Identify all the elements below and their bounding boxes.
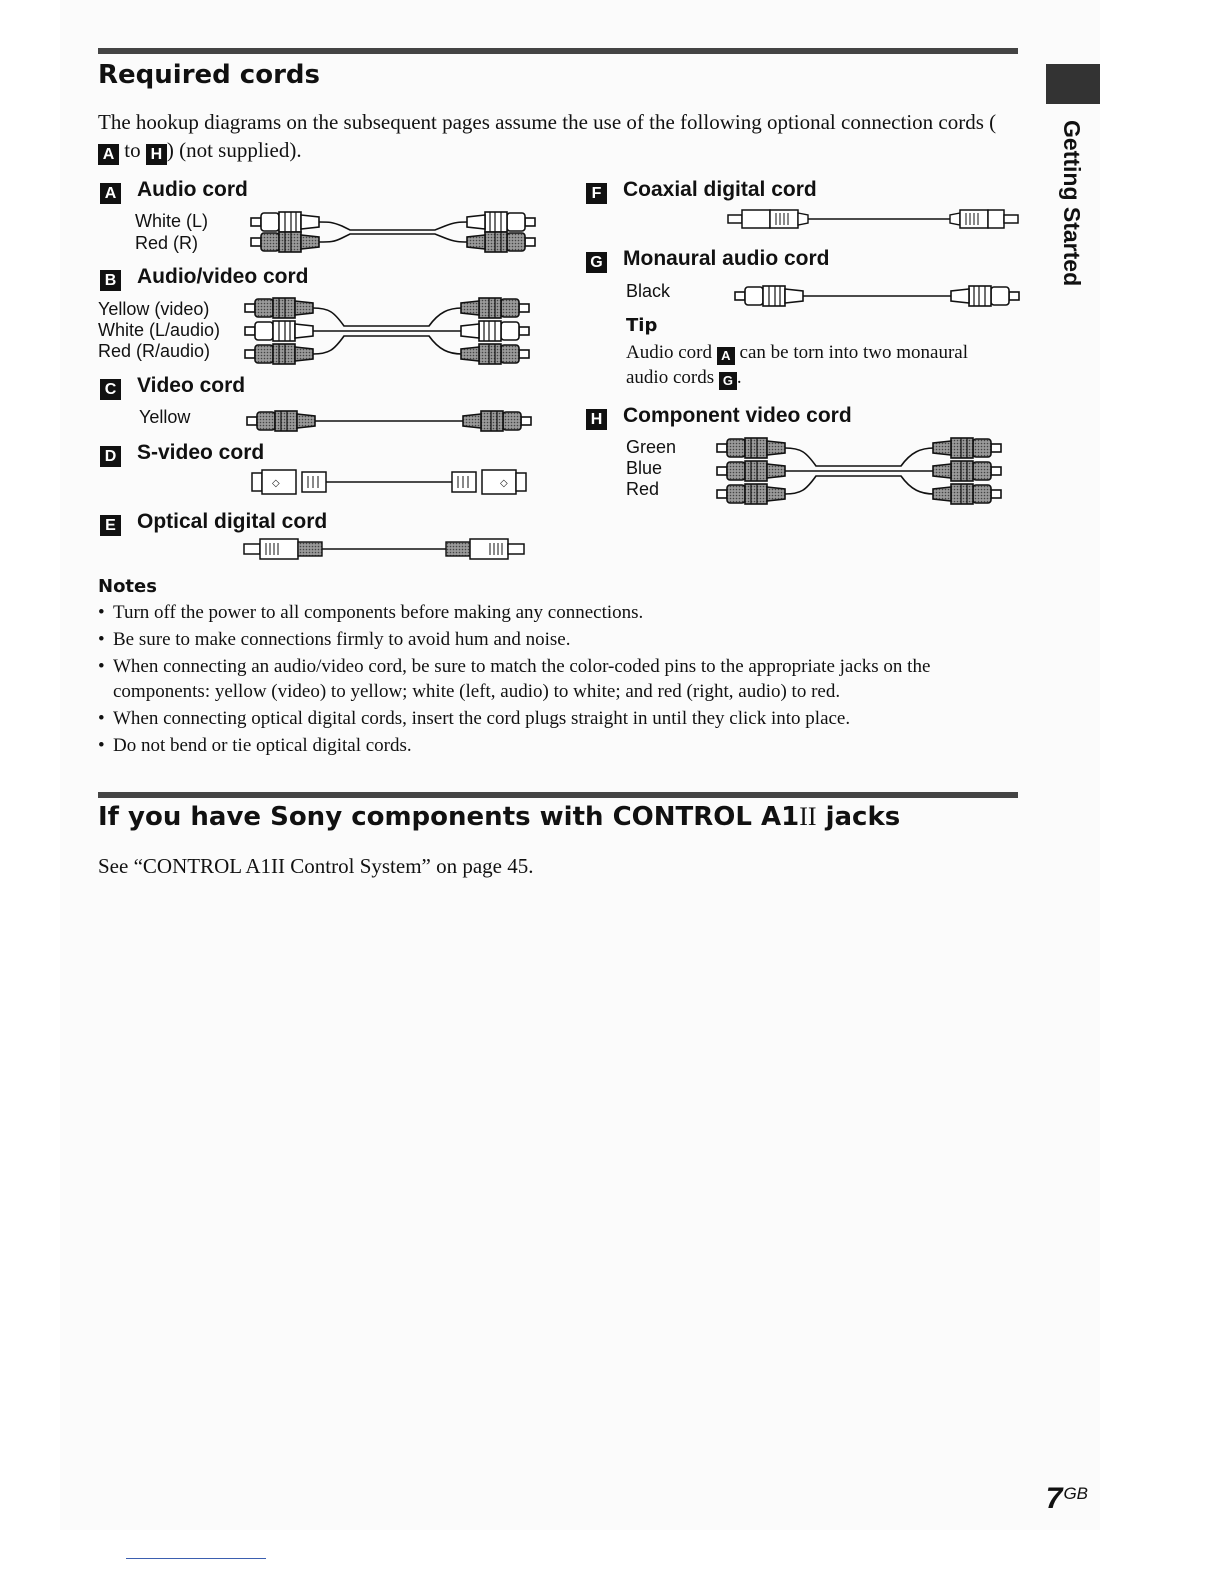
cord-b-label-yellow: Yellow (video) bbox=[98, 299, 210, 319]
letter-badge-h: H bbox=[146, 144, 167, 165]
tip-text-middle: can be torn into two monaural audio cords bbox=[626, 342, 968, 388]
cord-c-label-yellow: Yellow bbox=[139, 407, 191, 427]
tip-heading: Tip bbox=[626, 315, 658, 336]
cord-d-letter: D bbox=[100, 446, 121, 467]
cord-h-name: Component video cord bbox=[623, 404, 852, 427]
page-number-value: 7 bbox=[1045, 1482, 1063, 1515]
audio-video-cord-diagram bbox=[244, 294, 529, 366]
section-rule-sony bbox=[98, 792, 1018, 798]
cord-h-label-blue: Blue bbox=[626, 458, 663, 478]
component-video-cord-diagram bbox=[716, 434, 1001, 506]
tip-letter-g: G bbox=[719, 372, 737, 390]
cord-h-title bbox=[586, 404, 852, 430]
cord-b-title bbox=[100, 265, 309, 291]
note-item: • When connecting optical digital cords, insert the cord plugs straight in until they click into place. bbox=[98, 706, 998, 731]
cord-e-name: Optical digital cord bbox=[137, 510, 328, 533]
tip-text bbox=[626, 340, 1006, 390]
cord-e-letter: E bbox=[100, 515, 121, 536]
cord-e-title bbox=[100, 510, 327, 536]
sony-heading-roman: II bbox=[799, 802, 817, 831]
cord-g-label-black: Black bbox=[626, 281, 671, 301]
coaxial-cord-diagram bbox=[726, 206, 1020, 234]
tip-text-start: Audio cord bbox=[626, 342, 717, 363]
cord-c-letter: C bbox=[100, 379, 121, 400]
video-cord-diagram bbox=[246, 406, 531, 436]
cord-h-label-green: Green bbox=[626, 437, 677, 457]
cord-g-title bbox=[586, 247, 830, 273]
cord-f-title bbox=[586, 178, 817, 204]
required-cords-heading: Required cords bbox=[98, 60, 320, 90]
note-item: • Be sure to make connections firmly to avoid hum and noise. bbox=[98, 627, 998, 652]
cord-a-name: Audio cord bbox=[137, 178, 248, 201]
tip-text-end: . bbox=[736, 367, 742, 388]
svg-text:◇: ◇ bbox=[272, 478, 280, 489]
page-number bbox=[1046, 1482, 1088, 1516]
section-rule-top bbox=[98, 48, 1018, 54]
cord-f-name: Coaxial digital cord bbox=[623, 178, 817, 201]
sony-section-text: See “CONTROL A1II Control System” on page 45. bbox=[98, 854, 534, 878]
note-item: • When connecting an audio/video cord, be sure to match the color-coded pins to the appropriate jacks on the components: yellow (video) to yellow; white (left, audio) to white; and red (right, audio) to red. bbox=[98, 654, 998, 704]
note-item: • Do not bend or tie optical digital cords. bbox=[98, 733, 998, 758]
cord-a-label-white: White (L) bbox=[135, 211, 209, 231]
sony-heading-suffix: jacks bbox=[816, 802, 901, 832]
audio-cord-diagram bbox=[250, 208, 535, 254]
side-tab-label: Getting Started bbox=[1059, 120, 1085, 287]
bottom-divider bbox=[126, 1558, 266, 1559]
note-item: • Turn off the power to all components before making any connections. bbox=[98, 600, 998, 625]
cord-d-name: S-video cord bbox=[137, 441, 265, 464]
cord-b-label-red: Red (R/audio) bbox=[98, 341, 211, 361]
cord-a-letter: A bbox=[100, 183, 121, 204]
cord-c-title bbox=[100, 374, 245, 400]
cord-b-letter: B bbox=[100, 270, 121, 291]
cord-h-letter: H bbox=[586, 409, 607, 430]
intro-text-start: The hookup diagrams on the subsequent pages assume the use of the following optional connection cords ( bbox=[98, 110, 997, 134]
cord-b-name: Audio/video cord bbox=[137, 265, 309, 288]
cord-f-letter: F bbox=[586, 183, 607, 204]
cord-a-title bbox=[100, 178, 248, 204]
intro-text-to: to bbox=[119, 138, 146, 162]
cord-a-label-red: Red (R) bbox=[135, 233, 199, 253]
intro-paragraph bbox=[98, 108, 1008, 165]
monaural-cord-diagram bbox=[734, 281, 1019, 311]
cord-d-title bbox=[100, 441, 264, 467]
page-number-suffix: GB bbox=[1063, 1484, 1088, 1503]
notes-heading: Notes bbox=[98, 576, 157, 597]
svg-text:◇: ◇ bbox=[500, 478, 508, 489]
cord-h-label-red: Red bbox=[626, 479, 660, 499]
tip-letter-a: A bbox=[717, 347, 735, 365]
intro-text-end: ) (not supplied). bbox=[166, 138, 302, 162]
cord-c-name: Video cord bbox=[137, 374, 246, 397]
cord-g-letter: G bbox=[586, 252, 607, 273]
sony-heading-text: If you have Sony components with CONTROL A1 bbox=[98, 802, 800, 832]
notes-list bbox=[98, 600, 998, 760]
optical-cord-diagram bbox=[242, 536, 527, 564]
sony-section-heading bbox=[98, 802, 900, 832]
cord-g-name: Monaural audio cord bbox=[623, 247, 830, 270]
side-tab-marker bbox=[1046, 64, 1100, 104]
s-video-cord-diagram bbox=[250, 468, 532, 498]
cord-b-label-white: White (L/audio) bbox=[98, 320, 221, 340]
letter-badge-a: A bbox=[98, 144, 119, 165]
